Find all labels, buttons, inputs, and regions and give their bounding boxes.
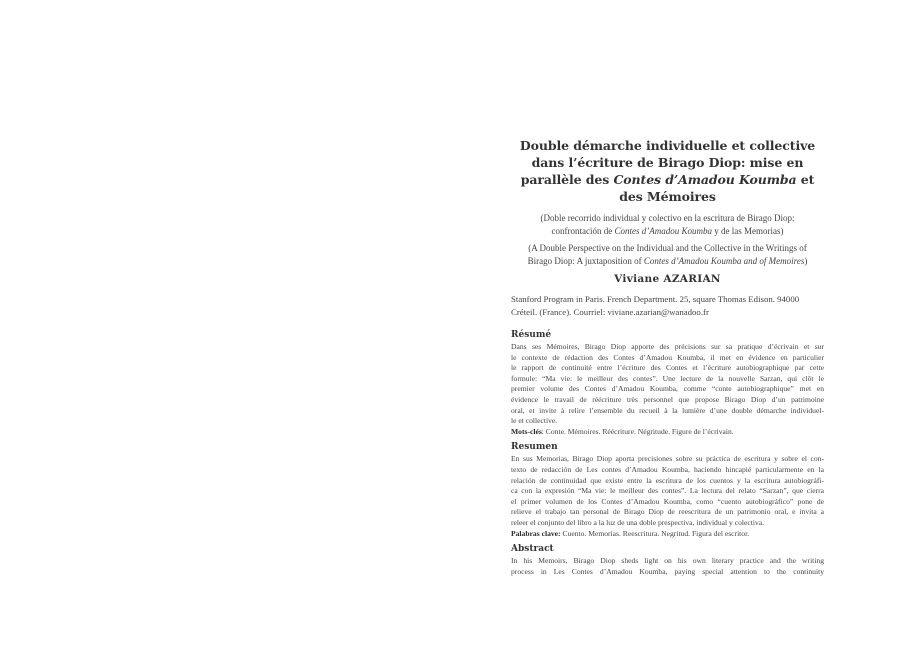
resume-line: le contexte de rédaction des Contes d’Amadou Koumba, il met en évidence en particulier <box>511 352 824 362</box>
resumen-text <box>511 454 824 539</box>
title-line-1: Double démarche individuelle et collective <box>519 138 816 153</box>
spanish-title-line-2 <box>511 225 824 238</box>
resumen-line: releer el conjunto del libro a la luz de una doble prespectiva, individual y colectiva. <box>511 517 765 527</box>
resumen-keywords-list: Cuento. Memorias. Reescritura. Negritud. Figura del escritor. <box>560 528 750 538</box>
resume-keywords-label: Mots-clés <box>511 426 542 436</box>
author-name: Viviane AZARIAN <box>614 273 721 285</box>
resumen-line: ca con la expresión “Ma vie: le meilleur des contes”. La lectura del relato “Sarzan”, que cierra <box>511 486 824 496</box>
resume-line: Dans ses Mémoires, Birago Diop apporte des précisions sur sa pratique d’écrivain et sur <box>511 342 824 351</box>
spanish-title-line-2-post: y de las Memorias) <box>712 225 784 236</box>
english-title <box>511 242 824 267</box>
english-title-line-2-italic: Contes d’Amadou Koumba and of Memoires <box>643 255 805 266</box>
abstract-text <box>511 556 824 577</box>
affiliation-line-2: Créteil. (France). Courriel: viviane.azarian@wanadoo.fr <box>511 306 709 317</box>
resume-keywords-list: : Conte. Mémoires. Réécriture. Négritude. Figure de l’écrivain. <box>541 426 734 436</box>
abstract-line: In his Memoirs, Birago Diop sheds light on his own literary practice and the writing <box>511 556 824 566</box>
title-line-3-italic: Contes d’Amadou Koumba <box>613 172 797 187</box>
resumen-line: relieve el trabajo tan personal de Birago Diop de reescritura de un patrimonio oral, e invita a <box>511 507 824 517</box>
resume-line: le rapport de continuité entre l’écriture des Contes et l’écriture autobiographique par cette <box>511 363 824 373</box>
resumen-line: el primer volumen de los Contes d’Amadou Koumba, como “cuento autobiográfico” pone de <box>511 496 824 506</box>
english-title-line-2-pre: Birago Diop: A juxtaposition of <box>527 255 644 266</box>
english-title-line-1: (A Double Perspective on the Individual and the Collective in the Writings of <box>528 243 807 253</box>
resumen-keywords <box>511 529 824 540</box>
resumen-line: texto de redacción de Les contes d’Amadou Koumba, haciendo hincapié particularmente en la <box>511 464 824 474</box>
english-title-line-2-post: ) <box>804 255 808 266</box>
resume-line: le et collective. <box>511 416 558 426</box>
english-title-line-2 <box>511 255 824 268</box>
resumen-line: relación de continuidad que existe entre la escritura de los cuentos y la escritura autobiográfi- <box>511 475 824 485</box>
resumen-line: En sus Memorias, Birago Diop aporta precisiones sobre su práctica de escritura y sobre el con- <box>511 454 824 464</box>
abstract-heading: Abstract <box>511 544 554 555</box>
spanish-title-line-2-italic: Contes d’Amadou Koumba <box>614 225 712 236</box>
resume-line: formule: “Ma vie: le meilleur des contes”. Une lecture de la nouvelle Sarzan, qui clôt le <box>511 373 824 383</box>
article-first-page <box>511 137 824 581</box>
spanish-title-line-2-pre: confrontación de <box>551 225 615 236</box>
resume-text <box>511 342 824 437</box>
resume-line: premier volume des Contes d’Amadou Koumba, comme “conte autobiographique” met en <box>511 384 824 394</box>
spanish-title <box>511 212 824 237</box>
article-title <box>511 137 824 205</box>
title-line-2: dans l’écriture de Birago Diop: mise en <box>531 155 804 170</box>
title-line-4: des Mémoires <box>619 189 716 204</box>
resume-line: oral, et invite à relire l’ensemble du recueil à la lumière d’une double démarche individuel- <box>511 405 824 415</box>
resumen-keywords-label: Palabras clave: <box>511 528 561 538</box>
spanish-title-line-1: (Doble recorrido individual y colectivo en la escritura de Birago Diop: <box>540 213 795 223</box>
resumen-heading: Resumen <box>511 442 558 453</box>
resume-keywords <box>511 427 824 438</box>
author-affiliation <box>511 293 824 318</box>
affiliation-line-1: Stanford Program in Paris. French Department. 25, square Thomas Edison. 94000 <box>511 294 800 304</box>
title-line-3 <box>511 171 824 188</box>
title-line-3-post: et <box>796 172 815 187</box>
title-line-3-pre: parallèle des <box>520 172 614 187</box>
abstract-line: process in Les Contes d’Amadou Koumba, paying special attention to the continuity <box>511 566 824 576</box>
resume-heading: Résumé <box>511 330 552 340</box>
resume-line: évidence le travail de réécriture très personnel que propose Birago Diop d’un patrimoine <box>511 394 824 404</box>
